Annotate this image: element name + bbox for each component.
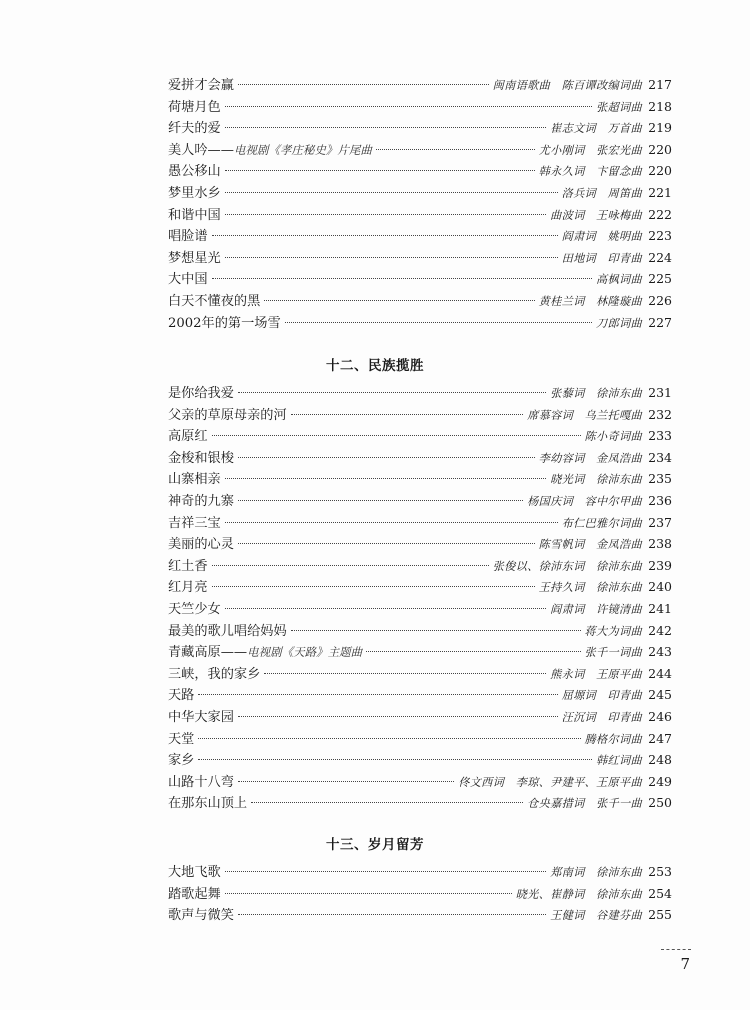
page-ref: 221	[648, 184, 672, 200]
dot-leader	[198, 736, 580, 739]
song-title: 天路	[168, 688, 195, 704]
page-ref: 234	[648, 449, 672, 465]
page-ref: 255	[648, 907, 672, 923]
dot-leader	[238, 498, 523, 501]
page-ref: 217	[648, 77, 672, 92]
song-title: 梦想星光	[168, 250, 221, 266]
toc-entry	[168, 404, 672, 426]
dot-leader	[225, 190, 558, 193]
page-number: 7	[680, 955, 690, 973]
song-title: 神奇的九寨	[168, 493, 234, 509]
song-credit: 郑南词 徐沛东曲	[550, 866, 642, 879]
page-ref: 220	[648, 141, 672, 157]
song-credit: 熊永词 王原平曲	[550, 667, 642, 681]
song-title: 中华大家园	[168, 709, 234, 725]
song-title: 美人吟——	[168, 142, 234, 158]
toc-entry	[168, 117, 672, 139]
dot-leader	[291, 628, 581, 631]
toc-entry	[168, 749, 672, 771]
song-title: 美丽的心灵	[168, 537, 234, 553]
song-credit: 韩永久词 卞留念曲	[538, 165, 642, 179]
toc-entry	[168, 598, 672, 620]
song-title: 天堂	[168, 731, 195, 747]
page-ref: 222	[648, 206, 672, 222]
song-credit: 屈塬词 印青曲	[561, 689, 642, 703]
song-title: 2002年的第一场雪	[168, 315, 281, 331]
toc-section-list	[168, 382, 672, 814]
song-subtitle: 电视剧《孝庄秘史》片尾曲	[233, 142, 372, 157]
song-title: 吉祥三宝	[168, 515, 221, 531]
dot-leader	[238, 779, 454, 782]
page-ref: 231	[648, 385, 672, 400]
page-ref: 254	[648, 885, 672, 901]
song-title: 金梭和银梭	[168, 450, 234, 466]
song-credit: 尤小刚词 张宏光曲	[538, 143, 642, 157]
dot-leader	[198, 692, 557, 695]
toc-entry	[168, 883, 672, 905]
page-ref: 237	[648, 514, 672, 530]
dot-leader	[225, 125, 546, 128]
toc-entry	[168, 312, 672, 334]
dot-leader	[225, 869, 546, 872]
dot-leader	[212, 584, 535, 587]
page-ref: 240	[648, 579, 672, 595]
page-ref: 248	[648, 752, 672, 768]
song-title: 歌声与微笑	[168, 908, 234, 924]
song-title: 和谐中国	[168, 207, 221, 223]
song-credit: 晓光词 徐沛东曲	[550, 473, 642, 487]
page-ref: 218	[648, 98, 672, 114]
song-credit: 陈雪帆词 金凤浩曲	[538, 538, 642, 552]
song-credit: 腾格尔词曲	[584, 732, 642, 746]
page-ref: 225	[648, 271, 672, 287]
song-credit: 刀郎词曲	[596, 316, 642, 330]
song-credit: 阎肃词 许镜清曲	[550, 602, 642, 616]
toc-entry	[168, 74, 672, 96]
toc-entry	[168, 861, 672, 883]
song-credit: 张超词曲	[596, 100, 642, 114]
page-ref: 223	[648, 228, 672, 244]
song-credit: 佟文西词 李琼、尹建平、王原平曲	[458, 775, 642, 789]
dot-leader	[225, 168, 535, 171]
song-title: 踏歌起舞	[168, 886, 221, 902]
song-title: 大地飞歌	[168, 865, 221, 880]
song-title: 纤夫的爱	[168, 121, 221, 137]
dot-leader	[212, 233, 558, 236]
song-title: 大中国	[168, 272, 208, 288]
song-credit: 韩红词曲	[596, 754, 642, 768]
song-credit: 曲波词 王咏梅曲	[550, 208, 642, 222]
toc-entry	[168, 490, 672, 512]
page-ref: 226	[648, 292, 672, 308]
song-subtitle: 电视剧《天路》主题曲	[247, 645, 363, 660]
song-title: 红土香	[168, 558, 208, 574]
toc-entry	[168, 247, 672, 269]
dot-leader	[212, 563, 489, 566]
song-credit: 蒋大为词曲	[584, 624, 642, 638]
song-title: 家乡	[168, 753, 195, 769]
page-ref: 243	[648, 644, 672, 660]
song-credit: 高枫词曲	[596, 273, 642, 287]
toc-entry	[168, 728, 672, 750]
page-ref: 224	[648, 249, 672, 265]
dot-leader	[366, 649, 580, 652]
dot-leader	[251, 800, 523, 803]
toc-entry	[168, 641, 672, 663]
toc-section-list	[168, 861, 672, 926]
song-credit: 汪沉词 印青曲	[561, 710, 642, 724]
song-credit: 阎肃词 姚明曲	[561, 230, 642, 244]
dot-leader	[264, 298, 534, 301]
page-ref: 245	[648, 687, 672, 703]
toc-entry	[168, 684, 672, 706]
song-credit: 王健词 谷建芬曲	[550, 909, 642, 923]
song-title: 父亲的草原母亲的河	[168, 407, 287, 423]
dot-leader	[238, 714, 558, 717]
song-credit: 田地词 印青曲	[561, 251, 642, 265]
page-ref: 227	[648, 314, 672, 330]
song-title: 爱拼才会赢	[168, 78, 234, 93]
toc-entry	[168, 468, 672, 490]
page-ref: 247	[648, 730, 672, 746]
song-title: 唱脸谱	[168, 229, 208, 245]
dot-leader	[291, 412, 523, 415]
song-title: 是你给我爱	[168, 386, 234, 401]
toc-entry	[168, 555, 672, 577]
page-ref: 250	[648, 795, 672, 811]
song-title: 高原红	[168, 429, 208, 445]
page-ref: 236	[648, 492, 672, 508]
dot-leader	[198, 757, 592, 760]
song-credit: 王持久词 徐沛东曲	[538, 581, 642, 595]
toc-entry	[168, 792, 672, 814]
page-ref: 220	[648, 163, 672, 179]
song-credit: 席慕容词 乌兰托嘎曲	[527, 408, 642, 422]
toc-entry	[168, 576, 672, 598]
page-ref: 233	[648, 428, 672, 444]
song-credit: 晓光、崔静词 徐沛东曲	[515, 887, 642, 901]
section-heading: 十三、岁月留芳	[326, 837, 424, 853]
toc-entry	[168, 904, 672, 926]
toc-entry	[168, 290, 672, 312]
toc-entry	[168, 663, 672, 685]
page-ref: 238	[648, 536, 672, 552]
song-credit: 张俊以、徐沛东词 徐沛东曲	[492, 559, 642, 573]
song-title: 山路十八弯	[168, 774, 234, 790]
toc-entry	[168, 204, 672, 226]
toc-entry	[168, 382, 672, 404]
toc-entry	[168, 512, 672, 534]
song-credit: 布仁巴雅尔词曲	[561, 516, 642, 530]
page-ref: 253	[648, 864, 672, 879]
dot-leader	[225, 255, 558, 258]
song-credit: 崔志文词 万首曲	[550, 122, 642, 136]
dot-leader	[264, 671, 546, 674]
dot-leader	[212, 276, 592, 279]
dot-leader	[225, 891, 512, 894]
toc-entry	[168, 182, 672, 204]
dot-leader	[225, 212, 546, 215]
song-title: 最美的歌儿唱给妈妈	[168, 623, 287, 639]
song-title: 梦里水乡	[168, 185, 221, 201]
song-credit: 仓央嘉措词 张千一曲	[527, 797, 642, 811]
song-credit: 黄桂兰词 林隆璇曲	[538, 294, 642, 308]
toc-entry	[168, 425, 672, 447]
song-title: 三峡，我的家乡	[168, 666, 261, 682]
dot-leader	[238, 912, 546, 915]
song-credit: 闽南语歌曲 陈百谭改编词曲	[492, 79, 642, 92]
song-title: 红月亮	[168, 580, 208, 596]
toc-entry	[168, 447, 672, 469]
page-ref: 244	[648, 665, 672, 681]
song-title: 荷塘月色	[168, 99, 221, 115]
page-ref: 235	[648, 471, 672, 487]
toc-entry	[168, 771, 672, 793]
song-credit: 洛兵词 周笛曲	[561, 186, 642, 200]
song-credit: 陈小奇词曲	[584, 430, 642, 444]
toc-section-list	[168, 74, 672, 333]
toc-entry	[168, 139, 672, 161]
toc-entry	[168, 706, 672, 728]
toc-entry	[168, 268, 672, 290]
song-title: 在那东山顶上	[168, 796, 248, 812]
dot-leader	[225, 104, 592, 107]
song-credit: 张千一词曲	[584, 646, 642, 660]
page-ref: 241	[648, 600, 672, 616]
song-title: 白天不懂夜的黑	[168, 293, 261, 309]
section-heading: 十二、民族揽胜	[326, 358, 424, 374]
dot-leader	[238, 455, 535, 458]
toc-entry	[168, 533, 672, 555]
page-ref: 239	[648, 557, 672, 573]
dot-leader	[225, 476, 546, 479]
song-credit: 李幼容词 金凤浩曲	[538, 451, 642, 465]
song-credit: 杨国庆词 容中尔甲曲	[527, 494, 642, 508]
dot-leader	[238, 82, 489, 85]
toc-entry	[168, 620, 672, 642]
dot-leader	[238, 541, 535, 544]
dot-leader	[238, 390, 546, 393]
dot-leader	[212, 433, 581, 436]
dot-leader	[225, 606, 546, 609]
song-title: 愚公移山	[168, 164, 221, 180]
folio-rule	[661, 949, 691, 950]
toc-entry	[168, 96, 672, 118]
toc-entry	[168, 225, 672, 247]
page-ref: 246	[648, 708, 672, 724]
toc-entry	[168, 160, 672, 182]
song-credit: 张藜词 徐沛东曲	[550, 387, 642, 400]
dot-leader	[376, 147, 535, 150]
dot-leader	[225, 520, 558, 523]
song-title: 青藏高原——	[168, 645, 248, 661]
page-ref: 219	[648, 120, 672, 136]
song-title: 天竺少女	[168, 601, 221, 617]
song-title: 山寨相亲	[168, 472, 221, 488]
dot-leader	[285, 320, 592, 323]
page-ref: 249	[648, 773, 672, 789]
page-ref: 232	[648, 406, 672, 422]
page-ref: 242	[648, 622, 672, 638]
